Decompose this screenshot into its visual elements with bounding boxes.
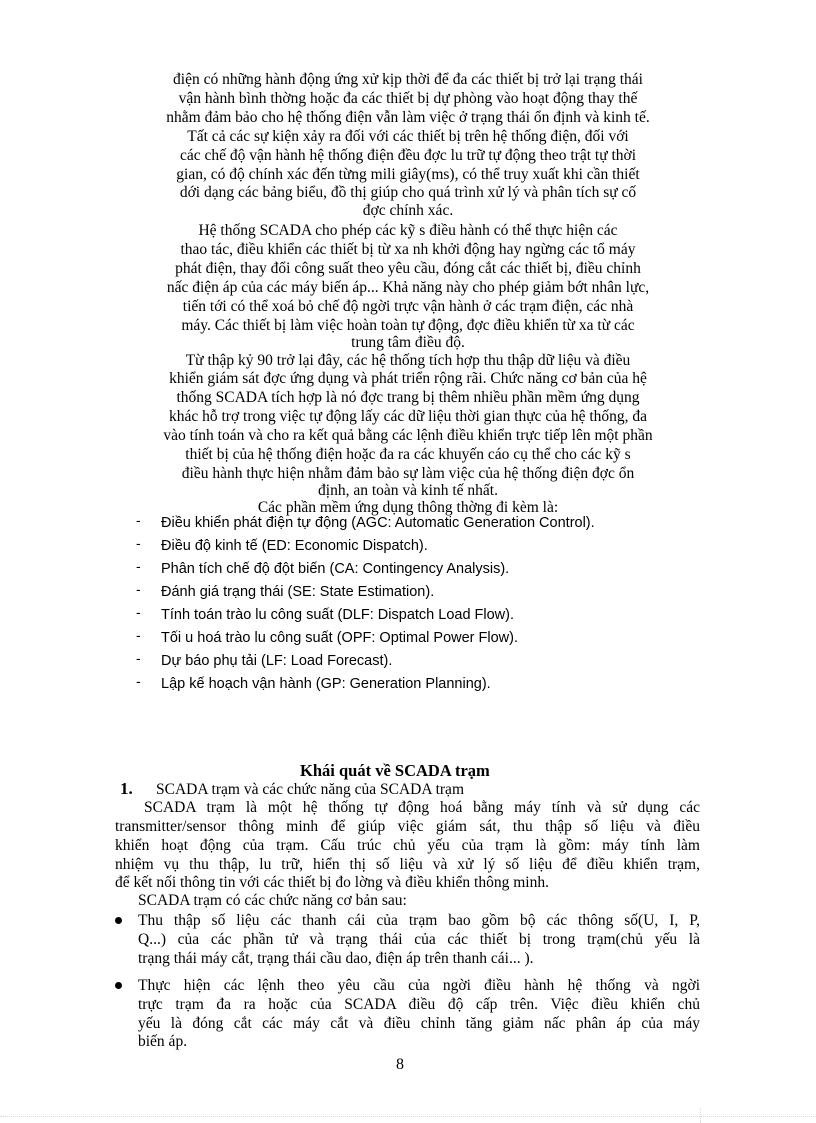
apps-intro: Các phần mềm ứng dụng thông thờng đi kèm là: bbox=[257, 499, 559, 516]
bullet-line: Thu thập số liệu các thanh cái của trạm bao gồm bộ các thông số(U, I, P, bbox=[138, 912, 700, 929]
list-item: Điều độ kinh tế (ED: Economic Dispatch). bbox=[161, 538, 428, 554]
text-line: nhằm đảm bảo cho hệ thống điện vẫn làm việc ở trạng thái ổn định và kinh tế. bbox=[166, 109, 650, 126]
bullet-line: yếu là đóng cắt các máy cắt và điều chỉnh tăng giảm nấc phân áp của máy bbox=[138, 1015, 700, 1032]
text-line: điều hành thực hiện nhằm đảm bảo sự làm việc của hệ thống điện đợc ổn bbox=[181, 465, 635, 482]
bullet-line: Q...) của các phần tử và trạng thái của các thiết bị trong trạm(chủ yếu là bbox=[138, 931, 700, 948]
text-line: Hệ thống SCADA cho phép các kỹ s điều hành có thể thực hiện các bbox=[198, 222, 618, 239]
text-line: gian, có độ chính xác đến từng mili giây(ms), có thể truy xuất khi cần thiết bbox=[176, 166, 640, 183]
text-line: nhiệm vụ thu thập, lu trữ, hiển thị số liệu và xử lý số liệu để điều khiển trạm, bbox=[115, 856, 700, 873]
bullet-line: trạng thái máy cắt, trạng thái cầu dao, điện áp trên thanh cái... ). bbox=[138, 950, 534, 967]
text-line: các chế độ vận hành hệ thống điện đều đợc lu trữ tự động theo trật tự thời bbox=[179, 147, 637, 164]
list-dash: - bbox=[136, 604, 141, 620]
text-line: trung tâm điều độ. bbox=[351, 334, 465, 351]
list-dash: - bbox=[136, 581, 141, 597]
list-item: Đánh giá trạng thái (SE: State Estimation). bbox=[161, 584, 435, 600]
page-number: 8 bbox=[396, 1056, 404, 1073]
list-dash: - bbox=[136, 512, 141, 528]
subsection-title: SCADA trạm và các chức năng của SCADA trạm bbox=[156, 781, 464, 798]
text-line: thống SCADA tích hợp là nó đợc trang bị thêm nhiều phần mềm ứng dụng bbox=[176, 389, 640, 406]
text-line: để kết nối thông tin với các thiết bị đo lờng và điều khiển thông minh. bbox=[115, 874, 549, 891]
bullet-line: biến áp. bbox=[138, 1033, 188, 1050]
list-dash: - bbox=[136, 535, 141, 551]
text-line: Từ thập kỷ 90 trở lại đây, các hệ thống tích hợp thu thập dữ liệu và điều bbox=[185, 352, 631, 369]
list-item: Tính toán trào lu công suất (DLF: Dispatch Load Flow). bbox=[161, 607, 515, 623]
list-item: Dự báo phụ tải (LF: Load Forecast). bbox=[161, 653, 393, 669]
list-dash: - bbox=[136, 558, 141, 574]
bullet-line: Thực hiện các lệnh theo yêu cầu của ngời điều hành hệ thống và ngời bbox=[138, 977, 700, 994]
bullet-dot bbox=[115, 982, 122, 989]
text-line: nấc điện áp của các máy biến áp... Khả năng này cho phép giảm bớt nhân lực, bbox=[166, 279, 650, 296]
page-corner-mark bbox=[700, 1108, 701, 1123]
text-line: dới dạng các bảng biểu, đồ thị giúp cho quá trình xử lý và phân tích sự cố bbox=[179, 184, 637, 201]
list-item: Lập kế hoạch vận hành (GP: Generation Planning). bbox=[161, 676, 491, 692]
text-line: máy. Các thiết bị làm việc hoàn toàn tự động, đợc điều khiển từ xa từ các bbox=[181, 317, 635, 334]
text-line: tiến tới có thể xoá bỏ chế độ ngời trực vận hành ở các trạm điện, các nhà bbox=[182, 298, 634, 315]
list-item: Tối u hoá trào lu công suất (OPF: Optimal Power Flow). bbox=[161, 630, 518, 646]
text-line: Tất cả các sự kiện xảy ra đối với các thiết bị trên hệ thống điện, đối với bbox=[187, 128, 629, 145]
list-dash: - bbox=[136, 673, 141, 689]
list-dash: - bbox=[136, 627, 141, 643]
text-line: khiển giám sát đợc ứng dụng và phát triển rộng rãi. Chức năng cơ bản của hệ bbox=[169, 370, 647, 387]
text-line: vận hành bình thờng hoặc đa các thiết bị dự phòng vào hoạt động thay thế bbox=[178, 90, 638, 107]
list-dash: - bbox=[136, 650, 141, 666]
list-item: Phân tích chế độ đột biến (CA: Contingency Analysis). bbox=[161, 561, 510, 577]
text-line: thiết bị của hệ thống điện hoặc đa ra các khuyến cáo cụ thể cho các kỹ s bbox=[185, 446, 631, 463]
text-line: điện có những hành động ứng xử kịp thời để đa các thiết bị trở lại trạng thái bbox=[173, 71, 643, 88]
subsection-number: 1. bbox=[120, 779, 133, 798]
text-line: khiển hoạt động của trạm. Cấu trúc chủ yếu của trạm là gồm: máy tính làm bbox=[115, 837, 700, 854]
text-line: khác hỗ trợ trong việc tự động lấy các dữ liệu thời gian thực của hệ thống, đa bbox=[168, 408, 648, 425]
page-bottom-rule bbox=[0, 1116, 816, 1117]
text-line: phát điện, thay đổi công suất theo yêu cầu, đóng cắt các thiết bị, điều chỉnh bbox=[175, 260, 641, 277]
text-line: transmitter/sensor thông minh để giúp việc giám sát, thu thập số liệu và điều bbox=[115, 818, 700, 835]
text-line: SCADA trạm là một hệ thống tự động hoá bằng máy tính và sử dụng các bbox=[144, 799, 700, 816]
text-line: định, an toàn và kinh tế nhất. bbox=[318, 482, 498, 499]
list-item: Điều khiển phát điện tự động (AGC: Automatic Generation Control). bbox=[161, 515, 595, 531]
functions-intro: SCADA trạm có các chức năng cơ bản sau: bbox=[138, 892, 407, 909]
section-title: Khái quát về SCADA trạm bbox=[300, 761, 490, 780]
text-line: vào tính toán và cho ra kết quả bằng các lệnh điều khiển trực tiếp lên một phần bbox=[163, 427, 653, 444]
bullet-line: trực trạm đa ra hoặc của SCADA điều độ cấp trên. Việc điều khiển chủ bbox=[138, 996, 700, 1013]
bullet-dot bbox=[115, 917, 122, 924]
text-line: đợc chính xác. bbox=[362, 202, 454, 219]
text-line: thao tác, điều khiển các thiết bị từ xa nh khởi động hay ngừng các tổ máy bbox=[180, 241, 636, 258]
